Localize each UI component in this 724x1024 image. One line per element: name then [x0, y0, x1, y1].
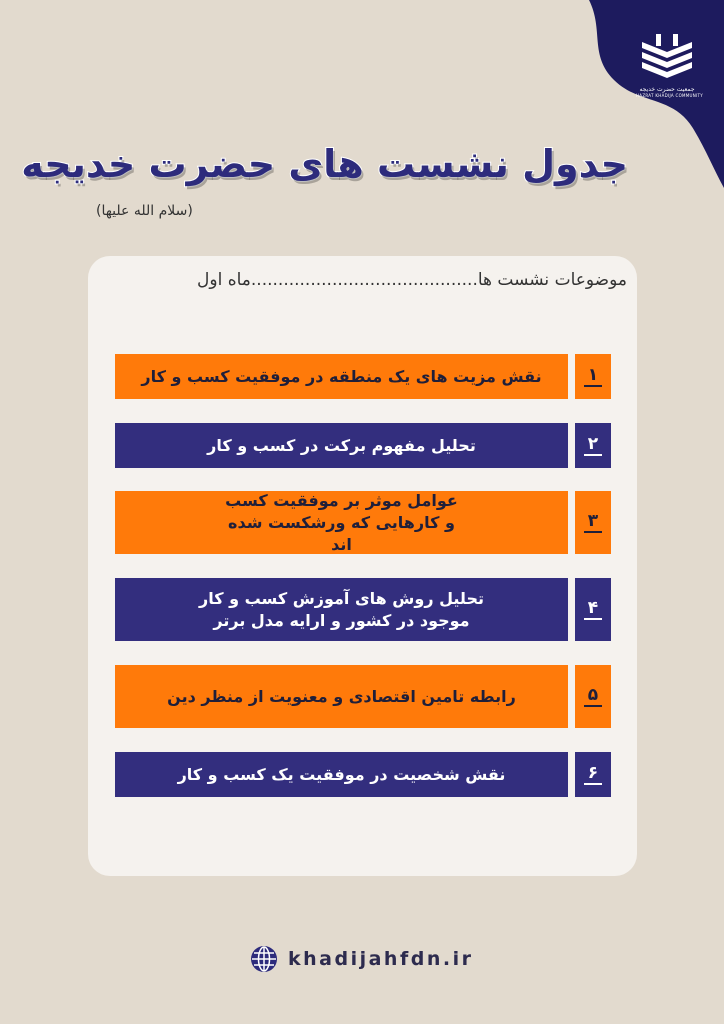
topic-text: نقش شخصیت در موفقیت یک کسب و کار	[115, 752, 568, 797]
topic-number: ۳	[575, 491, 611, 554]
topic-text: تحلیل روش های آموزش کسب و کار موجود در کشور و ارایه مدل برتر	[115, 578, 568, 641]
page-title: جدول نشست های حضرت خدیجه	[21, 142, 628, 186]
topic-row-6	[115, 752, 611, 797]
footer-website[interactable]	[250, 944, 480, 974]
globe-icon	[250, 945, 278, 973]
topic-row-3	[115, 491, 611, 554]
topic-row-4	[115, 578, 611, 641]
topic-row-5	[115, 665, 611, 728]
topic-number: ۴	[575, 578, 611, 641]
topic-row-2	[115, 423, 611, 468]
topic-number: ۵	[575, 665, 611, 728]
logo-caption-fa: جمعیت حضرت خدیجه	[639, 86, 695, 93]
topic-text: عوامل موثر بر موفقیت کسب و کارهایی که ورشکست شده اند	[115, 491, 568, 554]
page-subtitle: (سلام الله علیها)	[96, 203, 193, 219]
book-logo-icon	[638, 32, 696, 84]
topic-number: ۱	[575, 354, 611, 399]
topic-number: ۲	[575, 423, 611, 468]
topic-number: ۶	[575, 752, 611, 797]
topic-text: نقش مزیت های یک منطقه در موفقیت کسب و کار	[115, 354, 568, 399]
logo-caption-en: HAZRAT KHADIJA COMMUNITY	[636, 93, 704, 98]
website-url[interactable]: khadijahfdn.ir	[288, 948, 474, 970]
topic-text: رابطه تامین اقتصادی و معنویت از منظر دین	[115, 665, 568, 728]
organization-logo	[636, 32, 704, 98]
topic-row-1	[115, 354, 611, 399]
card-header: موضوعات نشست ها..........................................ماه اول	[197, 270, 627, 290]
topic-text: تحلیل مفهوم برکت در کسب و کار	[115, 423, 568, 468]
